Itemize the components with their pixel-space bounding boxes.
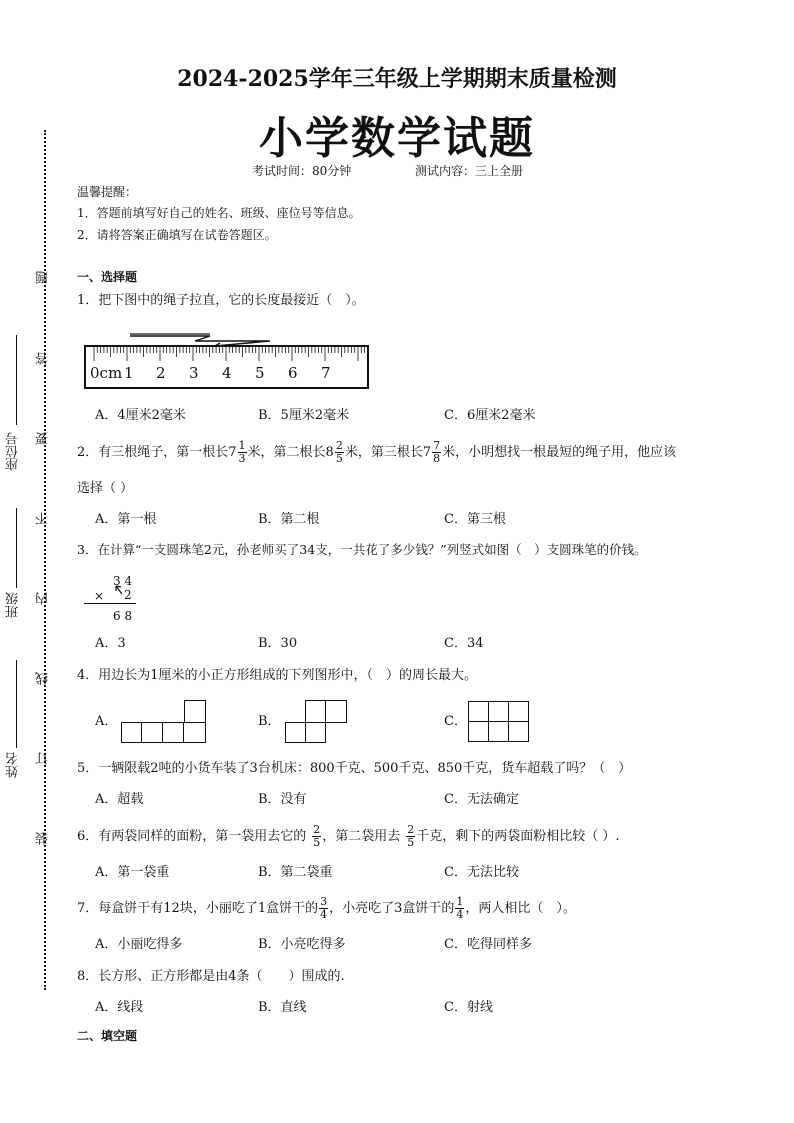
shape-c	[468, 701, 529, 742]
ruler-figure	[80, 326, 375, 396]
ruler-label: 0cm	[90, 364, 123, 382]
ruler-label: 5	[255, 364, 265, 382]
binding-char: 线	[36, 672, 51, 685]
vertical-multiplication: 3 4 × 2 6 8	[82, 574, 142, 624]
option[interactable]: B．30	[258, 636, 298, 651]
option[interactable]: A．第一根	[95, 512, 157, 527]
ruler-label: 7	[321, 364, 331, 382]
name-label: 姓名	[6, 752, 21, 778]
option[interactable]: A．小丽吃得多	[95, 937, 183, 952]
option[interactable]: C．射线	[444, 1000, 493, 1015]
exam-title: 小学数学试题	[259, 113, 535, 164]
question-stem: 8．长方形、正方形都是由4条（ ）围成的.	[77, 969, 345, 984]
option[interactable]: A．	[95, 714, 118, 729]
question-stem-cont: 选择（ ）	[77, 481, 134, 496]
option[interactable]: B．没有	[258, 792, 307, 807]
option[interactable]: A．超载	[95, 792, 144, 807]
option[interactable]: B．	[258, 714, 281, 729]
binding-char: 内	[36, 592, 51, 605]
exam-subtitle: 2024-2025学年三年级上学期期末质量检测	[177, 66, 617, 92]
question-stem: 6．有两袋同样的面粉，第一袋用去它的 $\frac{2}{5}$ ，第二袋用去 $\frac{2}{5}$ 千克，剩下的两袋面粉相比较（ ）.	[77, 823, 620, 850]
option[interactable]: A．3	[95, 636, 126, 651]
option[interactable]: B．5厘米2毫米	[258, 408, 350, 423]
ruler-label: 4	[222, 364, 232, 382]
exam-content: 测试内容：三上全册	[415, 164, 524, 178]
option[interactable]: B．第二袋重	[258, 865, 333, 880]
binding-char: 订	[36, 752, 51, 765]
option[interactable]: C．6厘米2毫米	[444, 408, 536, 423]
ruler-label: 1	[124, 364, 134, 382]
option[interactable]: C．	[444, 714, 467, 729]
binding-char: 答	[36, 352, 51, 365]
ruler-label: 2	[156, 364, 166, 382]
seat-number-line	[16, 335, 17, 425]
binding-char: 题	[36, 271, 51, 284]
binding-char: 不	[36, 512, 51, 525]
shape-b	[285, 700, 355, 746]
tips-heading: 温馨提醒：	[77, 185, 138, 199]
class-line	[16, 508, 17, 588]
question-stem: 3．在计算“一支圆珠笔2元，孙老师买了34支，一共花了多少钱？”列竖式如图（ ）支圆珠笔的价钱。	[77, 542, 647, 557]
binding-char: 装	[36, 832, 51, 845]
section-heading: 二、填空题	[77, 1029, 138, 1043]
class-label: 班级	[6, 592, 21, 618]
binding-char: 要	[36, 432, 51, 445]
option[interactable]: B．直线	[258, 1000, 307, 1015]
shape-a	[121, 700, 211, 746]
option[interactable]: C．吃得同样多	[444, 937, 532, 952]
ruler-label: 6	[288, 364, 298, 382]
ruler-label: 3	[189, 364, 199, 382]
question-stem: 2．有三根绳子，第一根长7 $\frac{1}{3}$ 米，第二根长8 $\frac{2}{5}$ 米，第三根长7 $\frac{7}{8}$ 米，小明想找一根最短的绳子用，他应该	[77, 439, 677, 466]
exam-time: 考试时间：80分钟	[252, 164, 352, 178]
option[interactable]: B．小亮吃得多	[258, 937, 346, 952]
option[interactable]: B．第二根	[258, 512, 320, 527]
tip-item: 2．请将答案正确填写在试卷答题区。	[77, 228, 277, 242]
option[interactable]: C．无法确定	[444, 792, 519, 807]
option[interactable]: C．34	[444, 636, 484, 651]
question-stem: 5．一辆限载2吨的小货车装了3台机床：800千克、500千克、850千克，货车超载了吗？（ ）	[77, 761, 632, 776]
option[interactable]: C．无法比较	[444, 865, 519, 880]
question-stem: 4．用边长为1厘米的小正方形组成的下列图形中，（ ）的周长最大。	[77, 668, 478, 683]
seat-number-label: 座位号	[6, 432, 21, 471]
binding-dotted-line	[44, 130, 46, 990]
option[interactable]: A．4厘米2毫米	[95, 408, 186, 423]
tip-item: 1．答题前填写好自己的姓名、班级、座位号等信息。	[77, 206, 361, 220]
question-stem: 7．每盒饼干有12块，小丽吃了1盒饼干的 $\frac{3}{4}$ ，小亮吃了3盒饼干的 $\frac{1}{4}$ ，两人相比（ ）。	[77, 895, 576, 922]
name-line	[16, 660, 17, 748]
option[interactable]: A．第一袋重	[95, 865, 170, 880]
section-heading: 一、选择题	[77, 270, 138, 284]
rope	[130, 336, 270, 346]
question-stem: 1．把下图中的绳子拉直，它的长度最接近（ ）。	[77, 293, 365, 308]
option[interactable]: C．第三根	[444, 512, 506, 527]
option[interactable]: A．线段	[95, 1000, 144, 1015]
